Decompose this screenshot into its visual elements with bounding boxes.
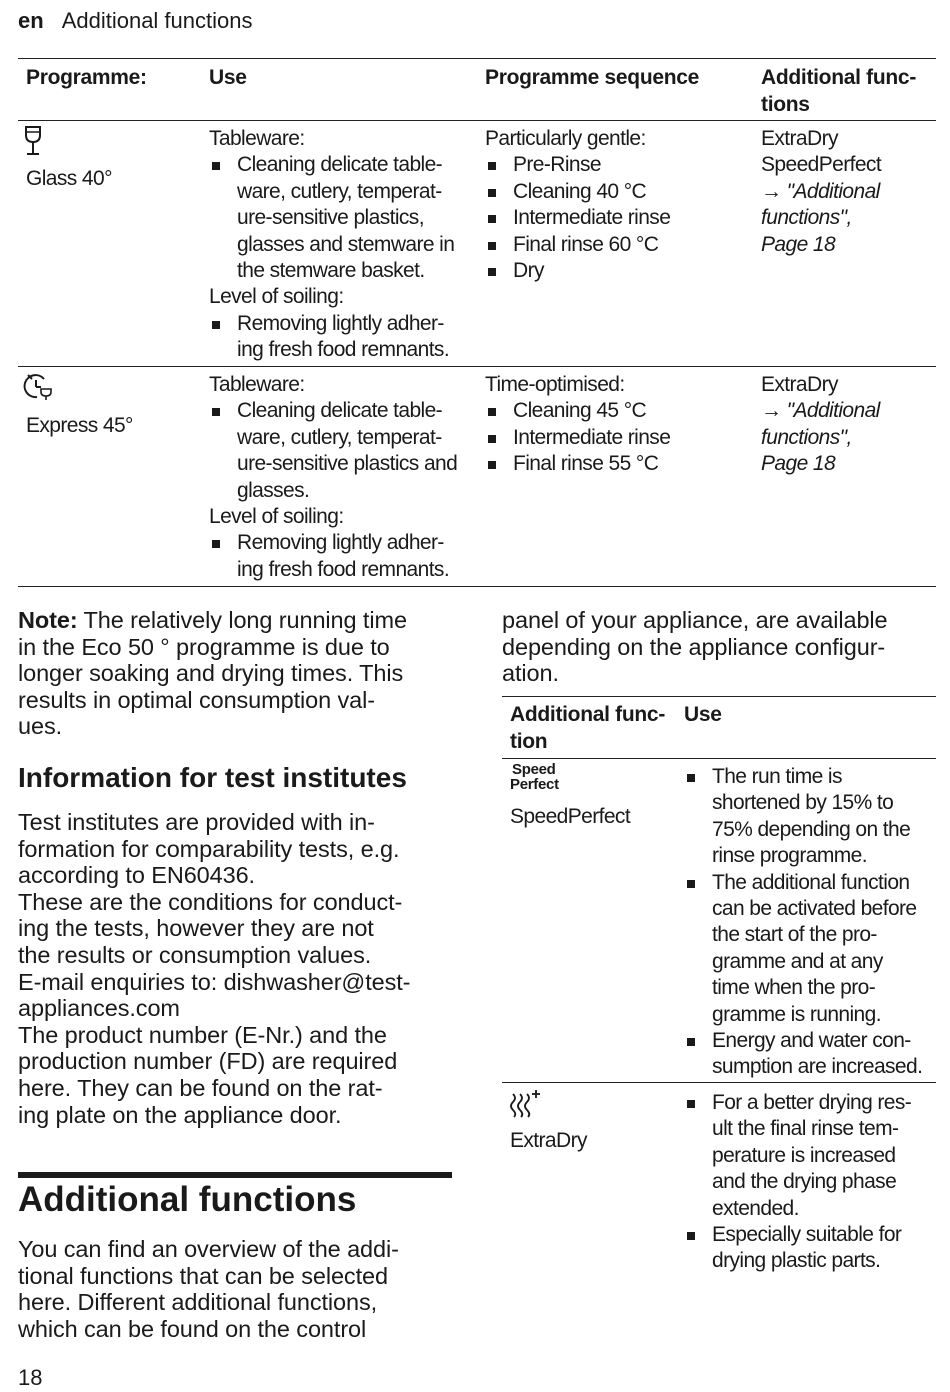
list-item: For a better drying res- ult the final rinse tem- perature is increased and the drying phase extended. [684, 1090, 936, 1222]
col-header-programme: Programme: [26, 66, 147, 89]
list-item: Final rinse 60 °C [485, 232, 755, 258]
section-heading-test-institutes: Information for test institutes [18, 762, 407, 793]
list-item: Especially suitable for drying plastic parts. [684, 1222, 936, 1275]
list-item: Cleaning 45 °C [485, 398, 755, 424]
col-header-use: Use [209, 66, 247, 89]
list-item: Energy and water con- sumption are increased. [684, 1028, 936, 1081]
col-header-sequence: Programme sequence [485, 66, 700, 89]
list-item: Final rinse 55 °C [485, 451, 755, 477]
function-name-speedperfect: SpeedPerfect [510, 805, 631, 828]
additional-cell-glass: ExtraDry SpeedPerfect → "Additional functions", Page 18 [761, 126, 936, 258]
language-code: en [18, 8, 44, 33]
header-title: Additional functions [61, 8, 253, 33]
list-item: Removing lightly adher- ing fresh food remnants. [209, 311, 479, 364]
programme-name-glass: Glass 40° [26, 167, 112, 190]
col-header-use: Use [684, 703, 722, 726]
list-item: Intermediate rinse [485, 425, 755, 451]
sequence-cell-express: Time-optimised: Cleaning 45 °C Intermediate rinse Final rinse 55 °C [485, 372, 755, 478]
function-name-extradry: ExtraDry [510, 1129, 587, 1152]
note-paragraph: Note: The relatively long running time in the Eco 50 ° programme is due to longer soaking and drying times. This results in optimal consumption val- ues. [18, 607, 407, 740]
cross-reference-link[interactable]: → "Additional functions", Page 18 [761, 179, 880, 256]
section-heading-additional-functions: Additional functions [18, 1180, 357, 1219]
sequence-cell-glass: Particularly gentle: Pre-Rinse Cleaning 40 °C Intermediate rinse Final rinse 60 °C Dry [485, 126, 755, 284]
list-item: Removing lightly adher- ing fresh food remnants. [209, 530, 479, 583]
note-label: Note: [18, 607, 78, 633]
extradry-use-cell [684, 1090, 936, 1275]
additional-functions-intro-left: You can find an overview of the addi- tional functions that can be selected here. Different additional functions, which can be found on the control [18, 1236, 399, 1342]
use-cell-glass: Tableware: Cleaning delicate table- ware, cutlery, temperat- ure-sensitive plastics, glasses and stemware in the stemware basket. Level of soiling: Removing lightly adher- ing fresh food remnants. [209, 126, 479, 364]
section-rule [18, 1172, 452, 1178]
express-clock-icon [23, 371, 53, 401]
wine-glass-icon [24, 126, 42, 156]
col-header-additional: Additional func- tions [761, 66, 917, 116]
page-number: 18 [18, 1365, 43, 1390]
speedperfect-use-cell [684, 764, 936, 1081]
test-institutes-paragraph: Test institutes are provided with in- formation for comparability tests, e.g. according to EN60436. These are the conditions for conduct- ing the tests, however they are not the results or consumption values. E-mail enquiries to: dishwasher@test- appliances.com The product number (E-Nr.) and the production number (FD) are required here. They can be found on the rat- ing plate on the appliance door. [18, 809, 411, 1128]
cross-reference-link[interactable]: → "Additional functions", Page 18 [761, 399, 880, 476]
extra-dry-icon [510, 1088, 542, 1118]
use-cell-express: Tableware: Cleaning delicate table- ware, cutlery, temperat- ure-sensitive plastics and glasses. Level of soiling: Removing lightly adher- ing fresh food remnants. [209, 372, 479, 583]
list-item: Cleaning delicate table- ware, cutlery, temperat- ure-sensitive plastics, glasses and stemware in the stemware basket. [209, 152, 479, 284]
running-header [18, 8, 252, 34]
additional-cell-express: ExtraDry → "Additional functions", Page 18 [761, 372, 936, 478]
list-item: Dry [485, 258, 755, 284]
list-item: Cleaning delicate table- ware, cutlery, temperat- ure-sensitive plastics and glasses. [209, 398, 479, 504]
list-item: The run time is shortened by 15% to 75% depending on the rinse programme. [684, 764, 936, 870]
list-item: The additional function can be activated before the start of the pro- gramme and at any time when the pro- gramme is running. [684, 870, 936, 1028]
col-header-additional-function: Additional func- tion [510, 703, 666, 753]
list-item: Cleaning 40 °C [485, 179, 755, 205]
programme-name-express: Express 45° [26, 414, 133, 437]
speed-perfect-icon: Speed Perfect [510, 761, 559, 793]
list-item: Intermediate rinse [485, 205, 755, 231]
additional-functions-intro-right: panel of your appliance, are available depending on the appliance configur- ation. [502, 607, 888, 687]
list-item: Pre-Rinse [485, 152, 755, 178]
